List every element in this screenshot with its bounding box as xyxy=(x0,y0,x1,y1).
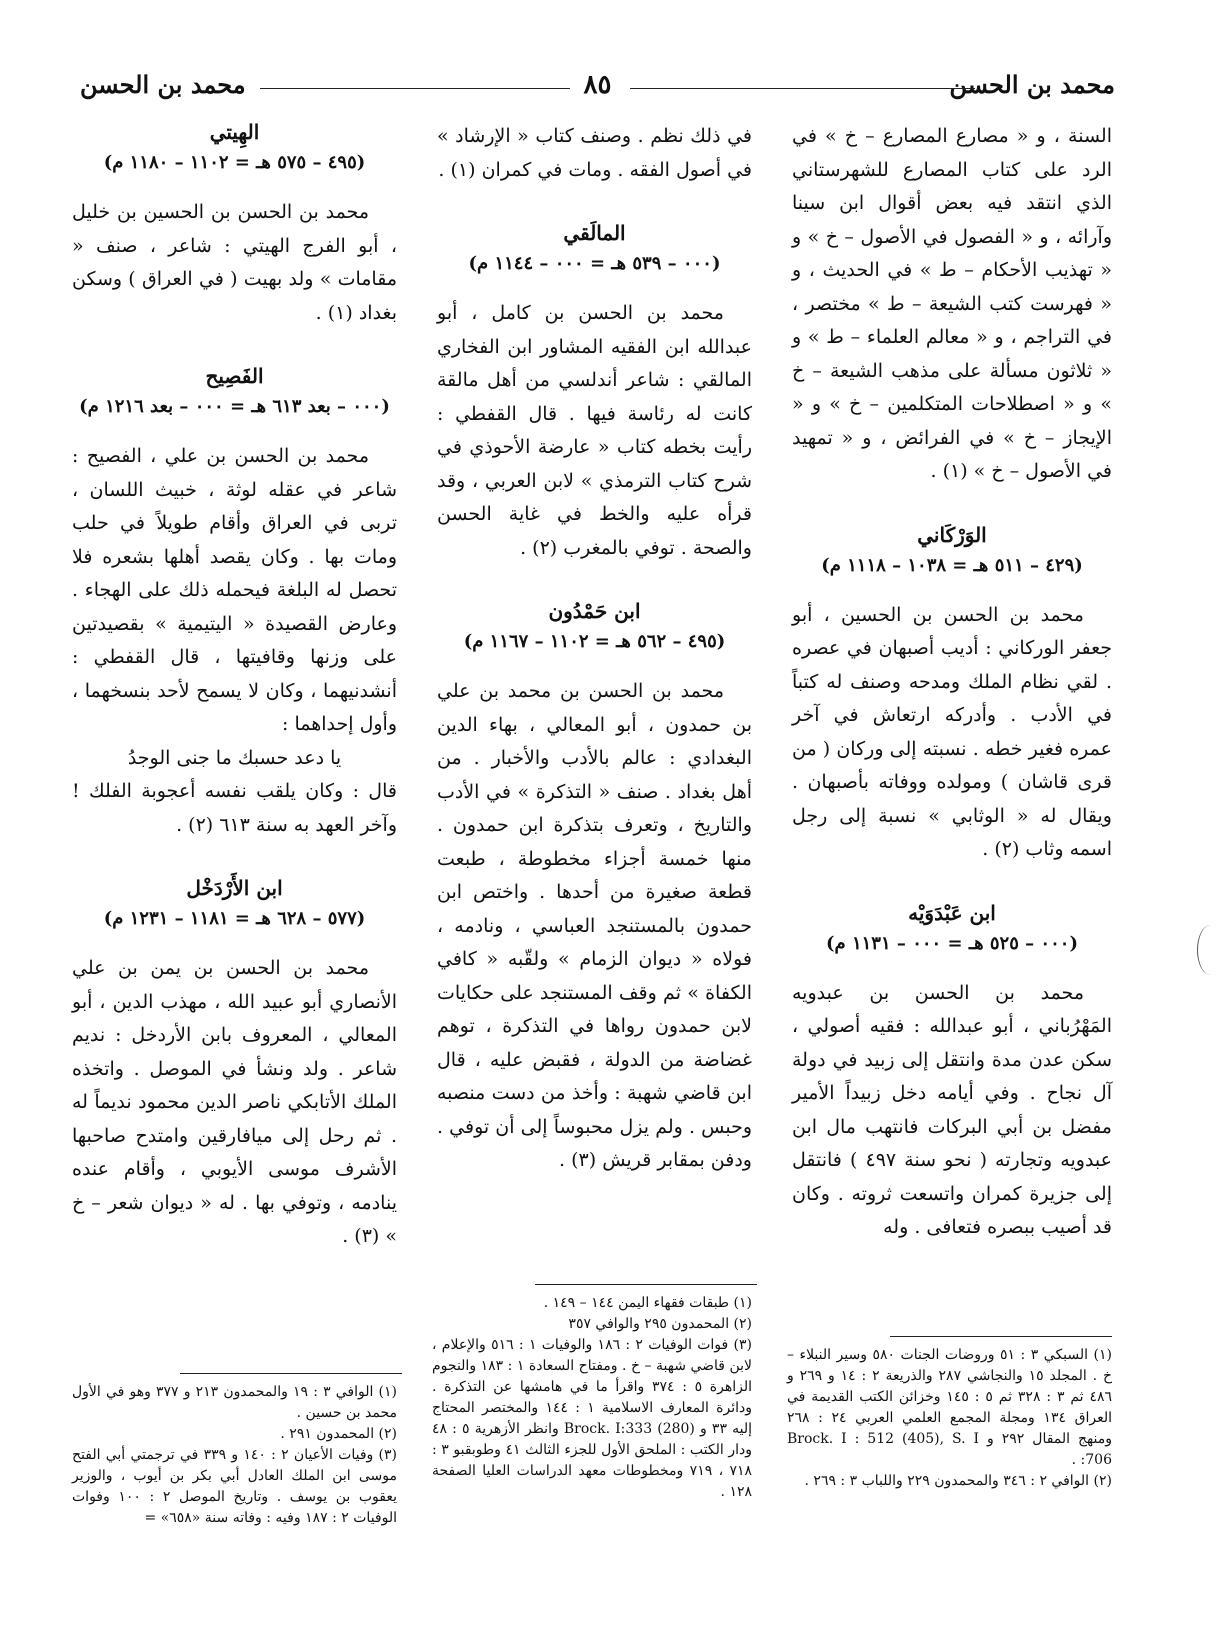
entry-hiti xyxy=(72,120,397,330)
entry-dates: (٤٢٩ – ٥١١ هـ = ١٠٣٨ – ١١١٨ م) xyxy=(821,554,1083,576)
footnote: (١) السبكي ٣ : ٥١ وروضات الجنات ٥٨٠ وسير النبلاء – خ . المجلد ١٥ والنجاشي ٢٨٧ والذريعة ٢ : ١٤ و ٢٦٩ و ٤٨٦ ثم ٣ : ٣٢٨ ثم ٥ : ١٤٥ وخزائن الكتب القديمة في العراق ١٣٤ ومجلة المجمع العلمي العربي ٢٤ : ٢٦٨ ومنهج المقال ٢٩٢ و Brock. I : 512 (405), S. I :706 . xyxy=(787,1347,1112,1468)
entry-body: محمد بن الحسن بن محمد بن علي بن حمدون ، أبو المعالي ، بهاء الدين البغدادي : عالم بالأدب والأخبار . من أهل بغداد . صنف « التذكرة » في الأدب والتاريخ ، وتعرف بتذكرة ابن حمدون . منها خمسة أجزاء مخطوطة ، طبعت قطعة صغيرة من أحدها . واختص ابن حمدون بالمستنجد العباسي ، ونادمه ، فولاه « ديوان الزمام » ولقّبه « كافي الكفاة » ثم وقف المستنجد على حكايات لابن حمدون رواها في التذكرة ، توهم غضاضة من الدولة ، فقبض عليه ، قال ابن قاضي شهبة : وأخذ من دست منصبه وحبس . ولم يزل محبوساً إلى أن توفي . ودفن بمقابر قريش (٣) . xyxy=(437,680,752,1171)
entry-body: محمد بن الحسن بن الحسين بن خليل ، أبو الفرج الهيتي : شاعر ، صنف « مقامات » ولد بهيت ( في العراق ) وسكن بغداد (١) . xyxy=(72,201,397,324)
footnote: (٢) المحمدون ٢٩١ . xyxy=(280,1426,397,1442)
entry-dates: (٠٠٠ – بعد ٦١٣ هـ = ٠٠٠ – بعد ١٢١٦ م) xyxy=(79,396,390,417)
entry-title: الوَرْكَاني xyxy=(917,522,987,547)
poem-verse: يا دعد حسبك ما جنى الوجدُ xyxy=(127,746,342,769)
footnote: (٣) فوات الوفيات ٢ : ١٨٦ والوفيات ١ : ٥١٦ والإعلام ، لابن قاضي شهبة – خ . ومفتاح السعادة ١ : ١٨٣ والنجوم الزاهرة ٥ : ٣٧٤ واقرأ ما في هامشها عن التذكرة . ودائرة المعارف الاسلامية ١ : ١٤٤ والمختصر المحتاج إليه ٣٣ و Brock. I:333 (280) وانظر الأزهرية ٥ : ٤٨ ودار الكتب : الملحق الأول للجزء الثالث ٤١ وطوبقبو ٣ : ٧١٨ ، ٧١٩ ومخطوطات معهد الدراسات العليا الصفحة ١٢٨ . xyxy=(432,1337,753,1500)
entry-dates: (٠٠٠ – ٥٣٩ هـ = ٠٠٠ – ١١٤٤ م) xyxy=(468,253,721,274)
footnote: (١) الوافي ٣ : ١٩ والمحمدون ٢١٣ و ٣٧٧ وهو في الأول محمد بن حسين . xyxy=(72,1384,397,1421)
entry-dates: (٠٠٠ – ٥٢٥ هـ = ٠٠٠ – ١١٣١ م) xyxy=(826,932,1078,954)
column-right xyxy=(792,120,1112,1279)
header-rule-right xyxy=(630,88,975,89)
column-left xyxy=(72,120,397,1288)
entry-body: محمد بن الحسن بن يمن بن علي الأنصاري أبو عبيد الله ، مهذب الدين ، أبو المعالي ، المعروف بابن الأردخل : نديم شاعر . ولد ونشأ في الموصل . واتخذه الملك الأتابكي ناصر الدين محمود نديماً له . ثم رحل إلى ميافارقين وامتدح صاحبها الأشرف موسى الأيوبي ، وأقام عنده ينادمه ، وتوفي بها . له « ديوان شعر – خ » (٣) . xyxy=(72,957,397,1247)
entry-dates: (٤٩٥ – ٥٧٥ هـ = ١١٠٢ – ١١٨٠ م) xyxy=(103,152,366,173)
entry-title: ابن عَبْدَوَيْه xyxy=(908,900,996,925)
entry-dates: (٥٧٧ – ٦٢٨ هـ = ١١٨١ – ١٢٣١ م) xyxy=(103,908,366,929)
entry-title: ابن الأَرْدَخْل xyxy=(186,876,283,900)
entry-body-after-verse: قال : وكان يلقب نفسه أعجوبة الفلك ! وآخر العهد به سنة ٦١٣ (٢) . xyxy=(72,780,397,836)
entry-title: الفَصِيح xyxy=(205,364,264,388)
entry-title: المالَقي xyxy=(563,221,626,245)
continued-text: السنة ، و « مصارع المصارع – خ » في الرد على كتاب المصارع للشهرستاني الذي انتقد فيه بعض أقوال ابن سينا وآرائه ، و « الفصول في الأصول – خ » و « تهذيب الأحكام – ط » في الحديث ، و « فهرست كتب الشيعة – ط » مختصر ، في التراجم ، و « معالم العلماء – ط » و « ثلاثون مسألة على مذهب الشيعة – خ » و « اصطلاحات المتكلمين – خ » و « الإيجاز – خ » في الفرائض ، و « تمهيد في الأصول – خ » (١) . xyxy=(792,125,1112,482)
entry-malaqi xyxy=(437,221,752,565)
footnote: (٢) الوافي ٢ : ٣٤٦ والمحمدون ٢٢٩ واللباب ٣ : ٢٦٩ . xyxy=(804,1473,1112,1489)
entry-body: محمد بن الحسن بن عبدويه المَهْرُباني ، أبو عبدالله : فقيه أصولي ، سكن عدن مدة وانتقل إلى زبيد في دولة آل نجاح . وفي أيامه دخل زبيداً الأمير مفضل بن أبي البركات فانتهب مال ابن عبدويه وتجارته ( نحو سنة ٤٩٧ ) فانتقل إلى جزيرة كمران واتسعت ثروته . وكان قد أصيب ببصره فتعافى . وله xyxy=(792,981,1113,1238)
page-edge-mark xyxy=(1197,925,1224,975)
footnote: (٣) وفيات الأعيان ٢ : ١٤٠ و ٣٣٩ في ترجمتي أبي الفتح موسى ابن الملك العادل أبي بكر بن أيوب ، والوزير يعقوب بن يوسف . وتاريخ الموصل ٢ : ١٠٠ وفوات الوفيات ٢ : ١٨٧ وفيه : وفاته سنة «٦٥٨» = xyxy=(72,1447,397,1526)
entry-title: الهِيتي xyxy=(209,120,260,144)
entry-ibn-ardakhl xyxy=(72,876,397,1254)
entry-body: محمد بن الحسن بن علي ، الفصيح : شاعر في عقله لوثة ، خبيث اللسان ، تربى في العراق وأقام طويلاً في حلب ومات بها . وكان يقصد أهلها بشعره فلا تحصل له البلغة فيحمله ذلك على الهجاء . وعارض القصيدة « اليتيمية » بقصيدتين على وزنها وقافيتها ، قال القفطي : أنشدنيهما ، وكان لا يسمح لأحد بنسخهما ، وأول إحداهما : xyxy=(72,445,397,735)
header-rule-left xyxy=(260,88,570,89)
footnote-rule-left xyxy=(180,1373,402,1374)
entry-body: محمد بن الحسن بن كامل ، أبو عبدالله ابن الفقيه المشاور ابن الفخاري المالقي : شاعر أندلسي من أهل مالقة كانت له رئاسة فيها . قال القفطي : رأيت بخطه كتاب « عارضة الأحوذي في شرح كتاب الترمذي » لابن العربي ، وقد قرأه عليه والخط في غاية الحسن والصحة . توفي بالمغرب (٢) . xyxy=(437,302,752,559)
page-header xyxy=(80,70,1115,110)
running-head-right: محمد بن الحسن xyxy=(949,70,1115,99)
entry-warkani xyxy=(792,523,1112,867)
footnotes-middle xyxy=(432,1293,752,1503)
continued-text: في ذلك نظم . وصنف كتاب « الإرشاد » في أصول الفقه . ومات في كمران (١) . xyxy=(437,125,752,181)
entry-title: ابن حَمْدُون xyxy=(548,599,641,623)
page-number: ٨٥ xyxy=(583,70,612,100)
footnote: (٢) المحمدون ٢٩٥ والوافي ٣٥٧ xyxy=(568,1316,752,1332)
footnotes-left xyxy=(72,1382,397,1529)
entry-fasih xyxy=(72,364,397,842)
running-head-left: محمد بن الحسن xyxy=(80,70,246,99)
footnote-rule-middle xyxy=(535,1284,757,1285)
footnotes-right xyxy=(787,1345,1112,1492)
footnote: (١) طبقات فقهاء اليمن ١٤٤ – ١٤٩ . xyxy=(543,1295,752,1311)
entry-ibn-hamdun xyxy=(437,599,752,1178)
footnote-rule-right xyxy=(890,1336,1112,1337)
entry-ibn-abdawayh xyxy=(792,901,1112,1245)
column-middle xyxy=(437,120,752,1212)
entry-dates: (٤٩٥ – ٥٦٢ هـ = ١١٠٢ – ١١٦٧ م) xyxy=(463,631,726,652)
entry-body: محمد بن الحسن بن الحسين ، أبو جعفر الوركاني : أديب أصبهان في عصره . لقي نظام الملك ومدحه وصنف له كتباً في الأدب . وأدركه ارتعاش في آخر عمره فغير خطه . نسبته إلى وركان ( من قرى قاشان ) ومولده ووفاته بأصبهان . ويقال له « الوثابي » نسبة إلى رجل اسمه وثاب (٢) . xyxy=(792,603,1112,860)
